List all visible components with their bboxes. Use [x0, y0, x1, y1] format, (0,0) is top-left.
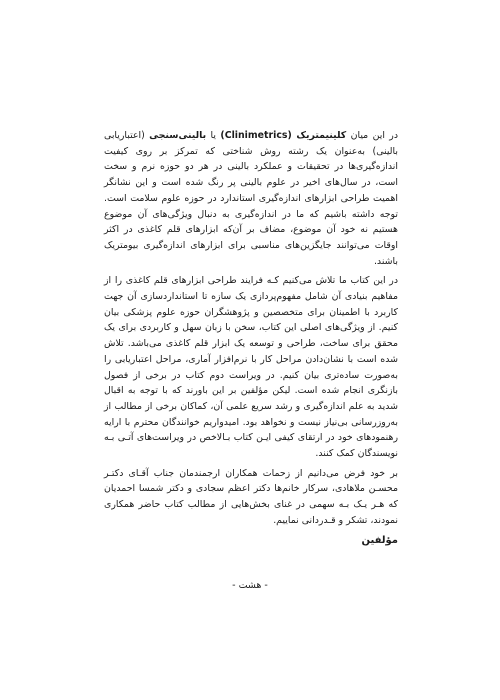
- paragraph-1-after: (اعتباریابی بالینی) به‌عنوان یک رشته روش شناختی که تمرکز بر روی کیفیت اندازه‌گیری‌ها در تحقیقات و عملکرد بالینی در هر دو حوزه نرم و سخت است، در سال‌های اخیر در علوم بالینی پر رنگ شده است و این نشانگر اهمیت طراحی ابزارهای اندازه‌گیری استاندارد در حوزه علوم سلامت است. توجه داشته باشیم که ما در اندازه‌گیری به دنبال ویژگی‌های آن موضوع هستیم نه خود آن موضوع، مضاف بر آن‌که ابزارهای قلم کاغذی در اکثر اوقات می‌توانند جایگزین‌های مناسبی برای ابزارهای اندازه‌گیری بیومتریک باشند.: [104, 130, 398, 267]
- paragraph-1-middle: یا: [206, 130, 221, 141]
- paragraph-1-before: در این میان: [346, 130, 398, 141]
- paragraph-3: بر خود فرض می‌دانیم از زحمات همکاران ارجمندمان جناب آقـای دکتـر محسـن ملاهادی، سرکار خانم‌ها دکتر اعظم سجادی و دکتر شمسا احمدیان که هـر یـک بـه سهمی در غنای بخش‌هایی از مطالب کتاب حاضر همکاری نمودند، تشکر و قـدردانی نماییم.: [104, 467, 398, 526]
- preface-text-block: [104, 128, 398, 549]
- paragraph-1: [104, 128, 398, 269]
- authors-signature: مؤلفین: [361, 534, 398, 546]
- term-clinimetrics: کلینیمتریک (Clinimetrics): [220, 130, 347, 141]
- term-clinical-measurement: بالینی‌سنجی: [149, 130, 207, 141]
- page-number: - هشت -: [232, 580, 268, 591]
- paragraph-2: در این کتاب ما تلاش می‌کنیم کـه فرایند طراحی ابزارهای قلم کاغذی را از مفاهیم بنیادی آن شامل مفهوم‌پردازی یک سازه تا استانداردسازی آن جهت کاربرد با اطمینان برای متخصصین و پژوهشگران حوزه علوم پزشکی بیان کنیم. از ویژگی‌های اصلی این کتاب، سخن با زبان سهل و کاربردی برای یک محقق برای ساخت، طراحی و توسعه یک ابزار قلم کاغذی می‌باشد. تلاش شده است با نشان‌دادن مراحل کار با نرم‌افزار آماری، مراحل اعتباریابی را به‌صورت ساده‌تری بیان کنیم. در ویراست دوم کتاب در برخی از فصول بازنگری انجام شده است. لیکن مؤلفین بر این باورند که با توجه به اقبال شدید به علم اندازه‌گیری و رشد سریع علمی آن، کماکان برخی از مطالب از به‌روزرسانی بی‌نیاز نیست و نخواهد بود. امیدواریم خوانندگان محترم با ارایه رهنمودهای خود در ارتقای کیفی ایـن کتاب بـالاخص در ویراست‌های آتـی بـه نویسندگان کمک کنند.: [104, 275, 398, 460]
